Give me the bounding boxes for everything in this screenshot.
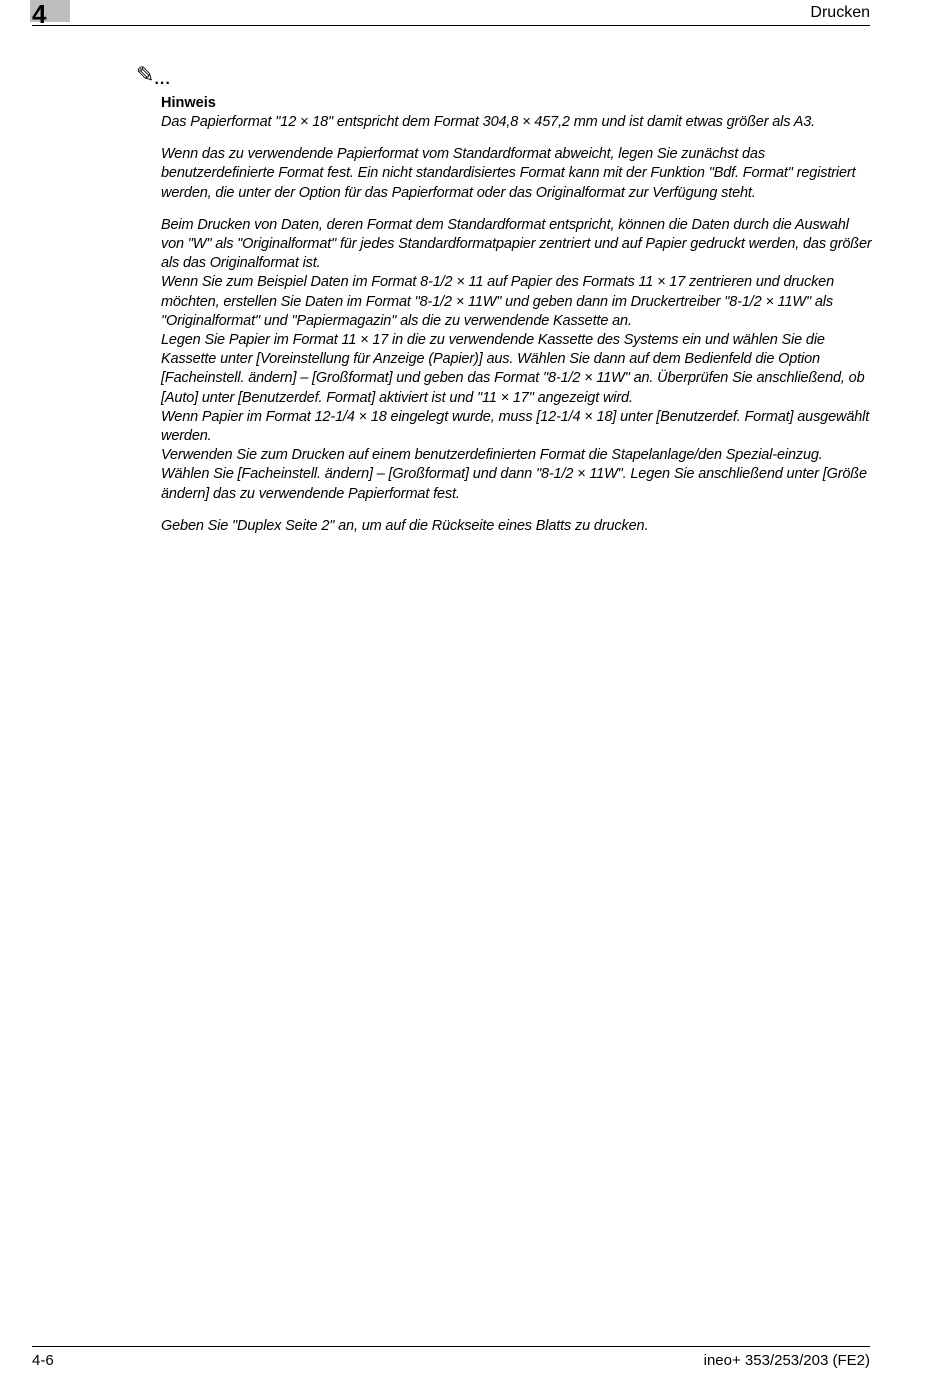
note-paragraph-3: Beim Drucken von Daten, deren Format dem Standardformat entspricht, können die Daten durch die Auswahl von "W" als "Originalformat" für jedes Standardformatpapier zentriert und auf Papier gedruckt werden, das größer als das Originalformat ist. Wenn Sie zum Beispiel Daten im Format 8-1/2 × 11 auf Papier des Formats 11 × 17 zentrieren und drucken möchten, erstellen Sie Daten im Format "8-1/2 × 11W" und geben dann im Druckertreiber "8-1/2 × 11W" als "Originalformat" und "Papiermagazin" als die zu verwendende Kassette an. Legen Sie Papier im Format 11 × 17 in die zu verwendende Kassette des Systems ein und wählen Sie die Kassette unter [Voreinstellung für Anzeige (Papier)] aus. Wählen Sie dann auf dem Bedienfeld die Option [Facheinstell. ändern] – [Großformat] und geben das Format "8-1/2 × 11W" an. Überprüfen Sie anschließend, ob [Auto] unter [Benutzerdef. Format] aktiviert ist und "11 × 17" angezeigt wird. Wenn Papier im Format 12-1/4 × 18 eingelegt wurde, muss [12-1/4 × 18] unter [Benutzerdef. Format] ausgewählt werden. Verwenden Sie zum Drucken auf einem benutzerdefinierten Format die Stapelanlage/den Spezial-einzug. Wählen Sie [Facheinstell. ändern] – [Großformat] und dann "8-1/2 × 11W". Legen Sie anschließend unter [Größe ändern] das zu verwendende Papierformat fest. bbox=[161, 216, 872, 502]
page-header bbox=[0, 0, 950, 30]
chapter-title: Drucken bbox=[810, 4, 870, 21]
note-paragraph-1: Das Papierformat "12 × 18" entspricht dem Format 304,8 × 457,2 mm und ist damit etwas größer als A3. bbox=[161, 114, 816, 130]
header-divider bbox=[32, 25, 870, 26]
pencil-glyph: ✎ bbox=[136, 62, 155, 87]
footer-divider bbox=[32, 1346, 870, 1347]
product-name: ineo+ 353/253/203 (FE2) bbox=[703, 1352, 870, 1369]
chapter-number: 4 bbox=[32, 0, 47, 29]
note-paragraph-2: Wenn das zu verwendende Papierformat vom Standardformat abweicht, legen Sie zunächst das benutzerdefinierte Format fest. Ein nicht standardisiertes Format kann mit der Funktion "Bdf. Format" registriert werden, die unter der Option für das Papierformat oder das Originalformat zur Verfügung steht. bbox=[161, 146, 856, 201]
note-paragraph-4: Geben Sie "Duplex Seite 2" an, um auf die Rückseite eines Blatts zu drucken. bbox=[161, 517, 649, 534]
page-number: 4-6 bbox=[32, 1352, 54, 1369]
note-section bbox=[161, 94, 873, 549]
note-dots: ... bbox=[154, 71, 171, 88]
pencil-note-icon bbox=[136, 62, 196, 88]
note-heading: Hinweis bbox=[161, 95, 216, 111]
